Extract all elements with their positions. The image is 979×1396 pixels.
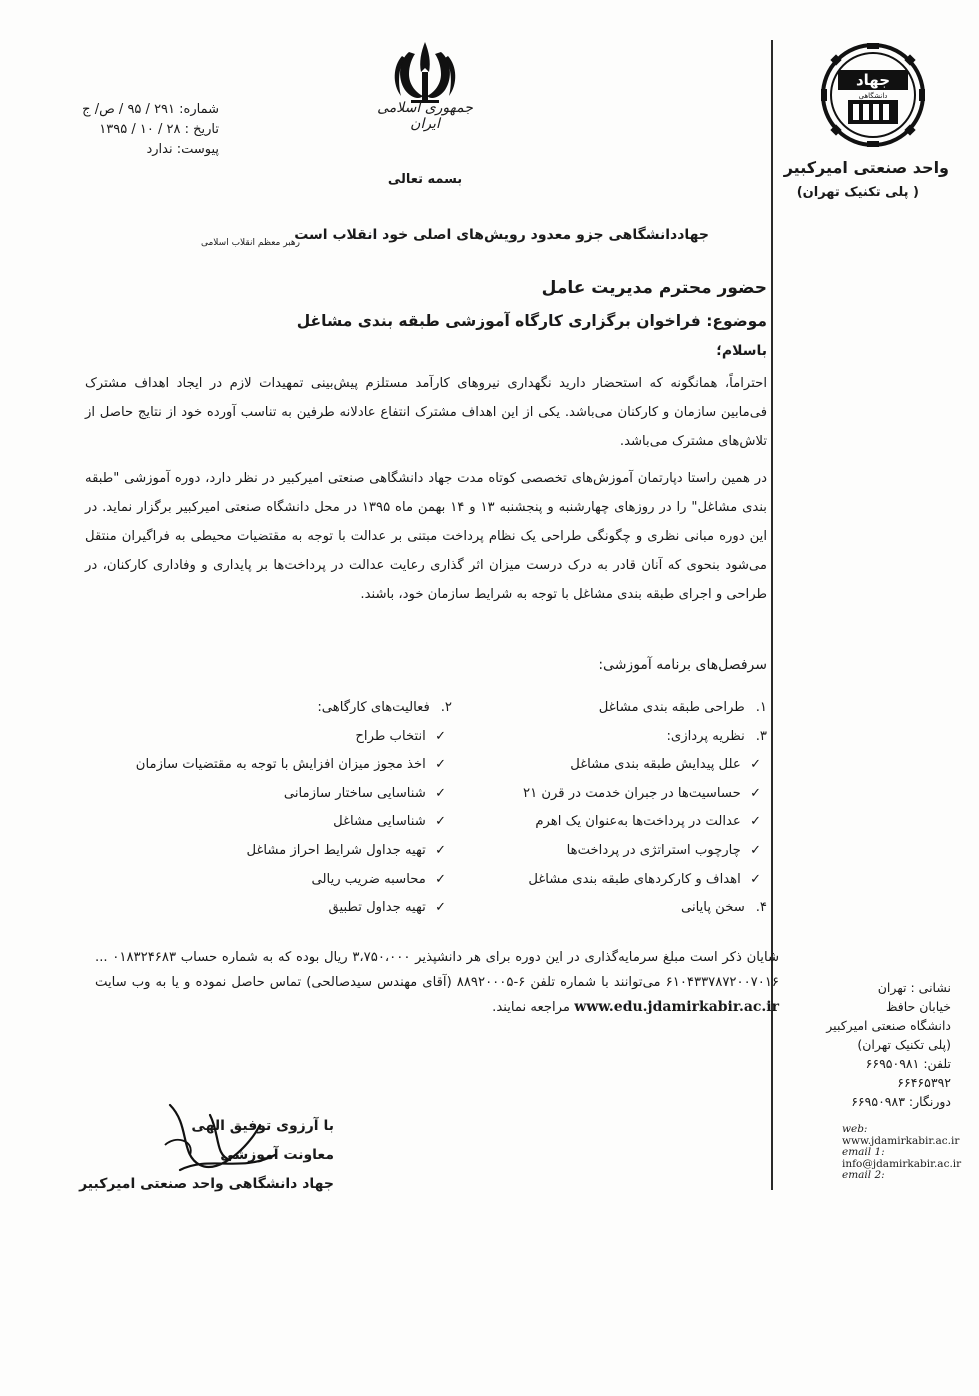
contact-line: نشانی : تهران — [877, 980, 951, 995]
web-block — [842, 1124, 972, 1182]
outline-item-text: عدالت در پرداخت‌ها به‌عنوان یک اهرم — [535, 814, 741, 830]
outline-item-text: تهیه جداول شرایط احراز مشاغل — [246, 842, 426, 858]
bismillah: بسمه تعالی — [387, 172, 463, 187]
checkmark-icon: ✓ — [435, 871, 446, 887]
outline-item — [467, 694, 767, 723]
outline-item-text: نظریه پردازی: — [666, 728, 745, 744]
checkmark-icon: ✓ — [750, 871, 761, 887]
checkmark-icon: ✓ — [750, 785, 761, 801]
outline-item-text: شناسایی مشاغل — [333, 814, 426, 830]
outline-item-text: سخن پایانی — [680, 900, 745, 916]
svg-text:دانشگاهی: دانشگاهی — [858, 92, 888, 100]
email1-label: email 1: — [842, 1146, 885, 1158]
outline-item-text: چارچوب استراتژی در پرداخت‌ها — [566, 842, 741, 858]
web-link[interactable]: www.jdamirkabir.ac.ir — [842, 1134, 960, 1147]
outline-right-column — [467, 694, 767, 923]
outline-item-text: حساسیت‌ها در جبران خدمت در قرن ۲۱ — [522, 785, 741, 801]
checkmark-icon: ✓ — [435, 757, 446, 773]
closing-wish: با آرزوی توفیق الهی — [191, 1118, 334, 1134]
payment-paragraph — [95, 945, 779, 1020]
letter-body — [85, 278, 767, 609]
outline-item-number: ۱. — [755, 700, 767, 715]
outline-item — [92, 808, 452, 837]
outline-item — [467, 808, 767, 837]
closing-organization: جهاد دانشگاهی واحد صنعتی امیرکبیر — [79, 1176, 334, 1192]
web-label: web: — [842, 1123, 868, 1135]
outline-item-text: طراحی طبقه بندی مشاغل — [598, 700, 745, 715]
outline-item-text: انتخاب طراح — [355, 728, 426, 744]
checkmark-icon: ✓ — [750, 814, 761, 830]
quote-text: جهاددانشگاهی جزو معدود رویش‌های اصلی خود انقلاب است — [294, 227, 709, 243]
paragraph-course: در همین راستا دپارتمان آموزش‌های تخصصی کوتاه مدت جهاد دانشگاهی صنعتی امیرکبیر در نظر دارد، دوره آموزشی "طبقه بندی مشاغل" را در روزهای چهارشنبه و پنجشنبه ۱۳ و ۱۴ بهمن ماه ۱۳۹۵ در محل دانشگاه صنعتی امیرکبیر برگزار نماید. در این دوره مبانی نظری و چگونگی طراحی یک نظام پرداخت مبتنی بر عدالت با توجه به مقتضیات محیطی به فراگیران منتقل می‌شود بنحوی که آنان قادر به درک درست میزان اثر گذاری رعایت عدالت در پرداخت‌ها بر پایداری و وفاداری کارکنان، در طراحی و اجرای طبقه بندی مشاغل با توجه به شرایط سازمان خود، باشند. — [85, 471, 767, 602]
checkmark-icon: ✓ — [435, 842, 446, 858]
emblem-caption: جمهوری اسلامی ایران — [377, 100, 473, 132]
outline-item-text: تهیه جداول تطبیق — [328, 900, 426, 916]
outline-left-column — [92, 694, 452, 923]
outline-item — [467, 751, 767, 780]
outline-item — [467, 723, 767, 752]
org-name: واحد صنعتی امیرکبیر — [783, 158, 949, 177]
outline-item-text: علل پیدایش طبقه بندی مشاغل — [570, 757, 741, 773]
contact-phone: تلفن: ۶۶۹۵۰۹۸۱ — [865, 1056, 951, 1071]
paragraph-intro: احتراماً، همانگونه که استحضار دارید نگهداری نیروهای کارآمد مستلزم پیش‌بینی تمهیدات لازم در ایجاد اهداف مشترک فی‌مابین سازمان و کارکنان می‌باشد. یکی از این اهداف مشترک انتفاع عادلانه طرفین به تناسب آورده خود از نتایج حاصل از تلاش‌های مشترک می‌باشد. — [85, 376, 767, 449]
email1-link[interactable]: info@jdamirkabir.ac.ir — [842, 1157, 962, 1170]
outline-item — [92, 723, 452, 752]
outline-item-text: محاسبه ضریب ریالی — [311, 871, 426, 887]
contact-block — [781, 978, 951, 1111]
outline-item-number: ۲. — [440, 700, 452, 715]
greeting: باسلام؛ — [716, 343, 767, 359]
signature-icon — [150, 1085, 280, 1180]
letter-number: شماره: ۲۹۱ / ۹۵ / ص/ ج — [82, 102, 219, 117]
outline-item — [92, 694, 452, 723]
jahad-daneshgahi-logo — [808, 40, 938, 150]
contact-line: خیابان حافظ — [885, 999, 951, 1014]
contact-fax: دورنگار: ۶۶۹۵۰۹۸۳ — [851, 1094, 951, 1109]
outline-item — [467, 780, 767, 809]
quote-source: رهبر معظم انقلاب اسلامی — [200, 238, 300, 248]
letter-attachment: پیوست: ندارد — [146, 142, 219, 157]
outline-item — [467, 837, 767, 866]
checkmark-icon: ✓ — [750, 757, 761, 773]
checkmark-icon: ✓ — [435, 785, 446, 801]
checkmark-icon: ✓ — [750, 842, 761, 858]
outline-item-text: فعالیت‌های کارگاهی: — [317, 700, 430, 715]
outline-item-text: اخذ مجوز میزان افزایش با توجه به مقتضیات سازمان — [135, 757, 426, 773]
outline-item-text: شناسایی ساختار سازمانی — [283, 785, 426, 801]
payment-end: مراجعه نمایند. — [492, 1000, 570, 1015]
outline-item — [92, 866, 452, 895]
subject: موضوع: فراخوان برگزاری کارگاه آموزشی طبقه بندی مشاغل — [296, 312, 767, 330]
svg-text:جهاد: جهاد — [855, 71, 891, 89]
checkmark-icon: ✓ — [435, 728, 446, 744]
outline-item — [92, 837, 452, 866]
closing-department: معاونت آموزشی — [220, 1147, 334, 1163]
checkmark-icon: ✓ — [435, 900, 446, 916]
letter-meta — [39, 100, 219, 160]
outline-item — [92, 780, 452, 809]
outline-item-number: ۴. — [755, 900, 767, 916]
outline-item — [467, 866, 767, 895]
outline-item-text: اهداف و کارکردهای طبقه بندی مشاغل — [528, 871, 741, 887]
org-subname: ( پلی تکنیک تهران) — [796, 185, 919, 200]
email2-label: email 2: — [842, 1169, 885, 1181]
checkmark-icon: ✓ — [435, 814, 446, 830]
payment-text: شایان ذکر است مبلغ سرمایه‌گذاری در این دوره برای هر دانشپذیر ۳،۷۵۰،۰۰۰ ریال بوده که به شماره حساب ۰۱۸۳۲۴۶۸۳ ... ۶۱۰۴۳۳۷۸۷۲۰۰۷۰۱۶ می‌توانند با شماره تلفن ۶-۸۸۹۲۰۰۰۵ (آقای مهندس سیدصالحی) تماس حاصل نموده و یا به وب سایت — [95, 950, 780, 990]
letter-date: تاریخ : ۲۸ / ۱۰ / ۱۳۹۵ — [99, 122, 219, 137]
contact-line: (پلی تکنیک تهران) — [857, 1037, 951, 1052]
contact-line: دانشگاه صنعتی امیرکبیر — [826, 1018, 951, 1033]
recipient: حضور محترم مدیریت عامل — [541, 278, 767, 298]
outline-item — [467, 894, 767, 923]
outline-item-number: ۳. — [755, 728, 767, 744]
outline-item — [92, 751, 452, 780]
course-website-link[interactable]: www.edu.jdamirkabir.ac.ir — [574, 999, 779, 1015]
outline-item — [92, 894, 452, 923]
contact-phone-2: ۶۶۴۶۵۳۹۲ — [897, 1075, 951, 1090]
outline-heading: سرفصل‌های برنامه آموزشی: — [598, 657, 767, 673]
